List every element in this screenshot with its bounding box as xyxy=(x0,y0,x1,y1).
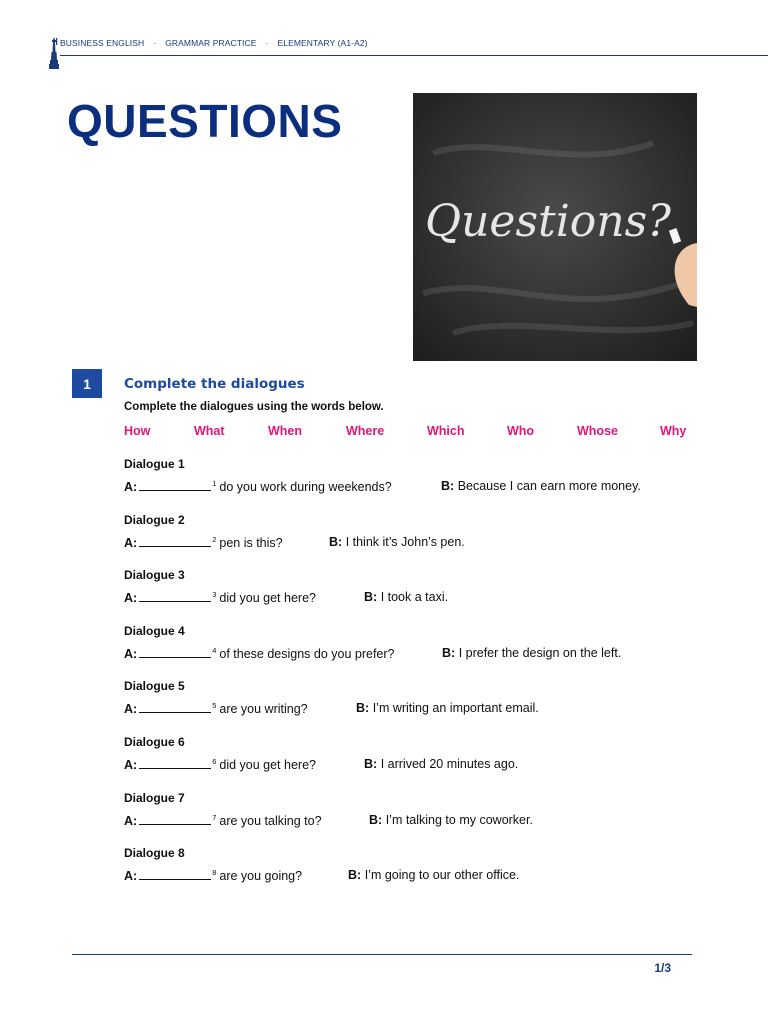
speaker-a-label: A: xyxy=(124,591,138,606)
speaker-b-text: Because I can earn more money. xyxy=(457,479,641,493)
exercise-title: Complete the dialogues xyxy=(124,376,305,392)
speaker-b-label: B: xyxy=(364,590,378,604)
answer-blank[interactable] xyxy=(139,479,211,491)
speaker-a-label: A: xyxy=(124,814,138,829)
word-bank-item: When xyxy=(268,424,303,438)
speaker-b-line xyxy=(364,757,518,771)
speaker-b-text: I’m going to our other office. xyxy=(364,868,520,882)
speaker-a-text: did you get here? xyxy=(219,591,316,606)
word-bank xyxy=(124,424,694,442)
speaker-b-text: I’m writing an important email. xyxy=(372,701,539,715)
dialogue-block xyxy=(124,791,724,829)
speaker-a-label: A: xyxy=(124,758,138,773)
blank-number: 2 xyxy=(212,535,217,544)
speaker-b-label: B: xyxy=(348,868,362,882)
chalkboard-photo xyxy=(413,93,697,361)
speaker-b-text: I prefer the design on the left. xyxy=(458,646,622,660)
answer-blank[interactable] xyxy=(139,813,211,825)
speaker-a-line xyxy=(124,701,308,716)
speaker-b-line xyxy=(329,535,465,549)
speaker-a-label: A: xyxy=(124,480,138,495)
speaker-b-line xyxy=(356,701,539,715)
speaker-a-text: of these designs do you prefer? xyxy=(219,647,395,662)
dialogue-line xyxy=(124,868,724,884)
dialogue-block xyxy=(124,846,724,884)
dialogue-heading: Dialogue 6 xyxy=(124,735,185,749)
speaker-b-line xyxy=(348,868,519,882)
breadcrumb xyxy=(60,38,368,48)
dialogue-line xyxy=(124,535,724,551)
speaker-b-label: B: xyxy=(356,701,370,715)
speaker-a-line xyxy=(124,813,322,828)
speaker-b-line xyxy=(441,479,641,493)
exercise-instruction: Complete the dialogues using the words below. xyxy=(124,401,384,413)
speaker-b-text: I think it’s John’s pen. xyxy=(345,535,465,549)
breadcrumb-item: BUSINESS ENGLISH xyxy=(60,38,145,48)
blank-number: 3 xyxy=(212,590,217,599)
speaker-a-text: do you work during weekends? xyxy=(219,480,392,495)
speaker-b-label: B: xyxy=(329,535,343,549)
speaker-a-line xyxy=(124,590,316,605)
speaker-b-text: I took a taxi. xyxy=(380,590,449,604)
breadcrumb-item: ELEMENTARY (A1-A2) xyxy=(277,38,368,48)
speaker-b-text: I’m talking to my coworker. xyxy=(385,813,533,827)
dialogue-block xyxy=(124,457,724,495)
dialogue-line xyxy=(124,757,724,773)
speaker-b-label: B: xyxy=(441,479,455,493)
dialogue-block xyxy=(124,679,724,717)
dialogue-line xyxy=(124,646,724,662)
answer-blank[interactable] xyxy=(139,646,211,658)
speaker-a-line xyxy=(124,479,392,494)
speaker-b-text: I arrived 20 minutes ago. xyxy=(380,757,519,771)
breadcrumb-separator: · xyxy=(153,38,157,48)
breadcrumb-separator: · xyxy=(265,38,269,48)
blank-number: 8 xyxy=(212,868,217,877)
speaker-a-line xyxy=(124,757,316,772)
dialogue-line xyxy=(124,479,724,495)
word-bank-item: Which xyxy=(427,424,465,438)
blank-number: 7 xyxy=(212,813,217,822)
dialogue-line xyxy=(124,590,724,606)
breadcrumb-item: GRAMMAR PRACTICE xyxy=(165,38,257,48)
speaker-a-text: are you talking to? xyxy=(219,814,322,829)
dialogue-block xyxy=(124,513,724,551)
speaker-b-label: B: xyxy=(442,646,456,660)
dialogue-heading: Dialogue 2 xyxy=(124,513,185,527)
word-bank-item: Where xyxy=(346,424,385,438)
speaker-a-text: pen is this? xyxy=(219,536,283,551)
statue-of-liberty-logo-icon xyxy=(48,36,60,70)
dialogue-heading: Dialogue 1 xyxy=(124,457,185,471)
speaker-a-label: A: xyxy=(124,536,138,551)
speaker-a-text: did you get here? xyxy=(219,758,316,773)
answer-blank[interactable] xyxy=(139,590,211,602)
speaker-b-line xyxy=(369,813,533,827)
speaker-b-line xyxy=(364,590,448,604)
speaker-a-label: A: xyxy=(124,702,138,717)
dialogue-heading: Dialogue 7 xyxy=(124,791,185,805)
blank-number: 1 xyxy=(212,479,217,488)
answer-blank[interactable] xyxy=(139,701,211,713)
page-number: 1/3 xyxy=(654,961,671,975)
answer-blank[interactable] xyxy=(139,535,211,547)
page-title: QUESTIONS xyxy=(67,95,343,147)
dialogue-block xyxy=(124,568,724,606)
dialogue-block xyxy=(124,624,724,662)
word-bank-item: How xyxy=(124,424,151,438)
word-bank-item: Who xyxy=(507,424,535,438)
speaker-a-line xyxy=(124,535,283,550)
speaker-a-line xyxy=(124,868,302,883)
chalk-text: Questions? xyxy=(425,196,671,247)
exercise-number-badge: 1 xyxy=(72,369,102,398)
speaker-b-label: B: xyxy=(369,813,383,827)
speaker-a-line xyxy=(124,646,395,661)
blank-number: 4 xyxy=(212,646,217,655)
chalkboard-illustration xyxy=(413,93,697,361)
footer-divider xyxy=(72,954,692,955)
dialogue-heading: Dialogue 8 xyxy=(124,846,185,860)
word-bank-item: Why xyxy=(660,424,687,438)
dialogue-line xyxy=(124,701,724,717)
dialogue-heading: Dialogue 3 xyxy=(124,568,185,582)
answer-blank[interactable] xyxy=(139,757,211,769)
speaker-b-label: B: xyxy=(364,757,378,771)
speaker-b-line xyxy=(442,646,621,660)
word-bank-item: Whose xyxy=(577,424,618,438)
blank-number: 6 xyxy=(212,757,217,766)
speaker-a-label: A: xyxy=(124,869,138,884)
dialogue-line xyxy=(124,813,724,829)
word-bank-item: What xyxy=(194,424,225,438)
answer-blank[interactable] xyxy=(139,868,211,880)
speaker-a-label: A: xyxy=(124,647,138,662)
dialogue-heading: Dialogue 4 xyxy=(124,624,185,638)
speaker-a-text: are you writing? xyxy=(219,702,308,717)
page-header xyxy=(48,34,768,56)
speaker-a-text: are you going? xyxy=(219,869,303,884)
dialogue-block xyxy=(124,735,724,773)
blank-number: 5 xyxy=(212,701,217,710)
header-divider xyxy=(60,55,768,56)
dialogue-heading: Dialogue 5 xyxy=(124,679,185,693)
